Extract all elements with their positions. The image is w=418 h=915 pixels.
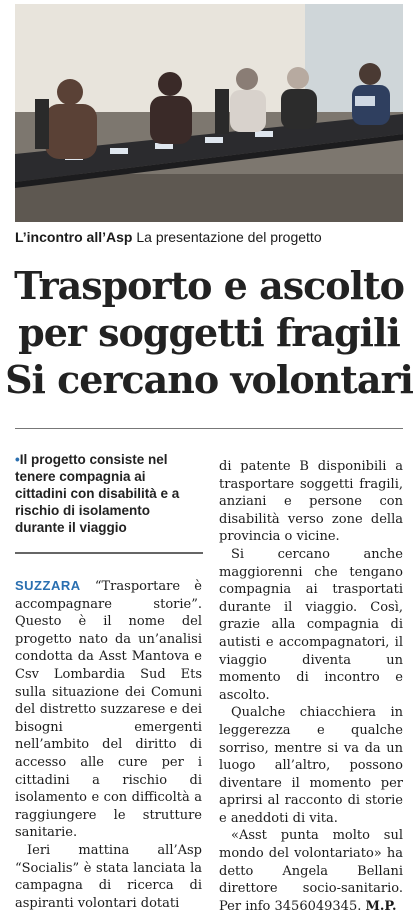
subhead-bullet: •: [15, 452, 20, 467]
article-paragraph-2: Ieri mattina all’Asp “Socialis” è stata lanciata la campagna di ricerca di aspiranti volontari dotati: [15, 842, 202, 911]
headline-line-2: per soggetti fragili: [18, 310, 400, 355]
article-paragraph-5: [219, 827, 403, 915]
subhead-divider: [15, 552, 203, 554]
article-headline: [0, 262, 418, 403]
subhead-text: Il progetto consiste nel tenere compagnia ai cittadini con disabilità e a rischio di isolamento durante il viaggio: [15, 452, 180, 535]
article-column-2: [219, 458, 403, 915]
headline-line-3: Si cercano volontari: [5, 357, 413, 402]
dateline-place: SUZZARA: [15, 578, 81, 593]
article-paragraph-3: Si cercano anche maggiorenni che tengano compagnia ai trasportati durante il viaggio. Così, grazie alla compagnia di autisti e accompagnatori, il viaggio diventa un momento di incontro e ascolto.: [219, 546, 403, 703]
article-photo: [15, 4, 403, 222]
headline-divider: [15, 428, 403, 429]
article-column-1: [15, 577, 202, 912]
article-paragraph-1: [15, 577, 202, 842]
article-paragraph-2-continued: di patente B disponibili a trasportare soggetti fragili, anziani e persone con disabilità verso zone della provincia o vicine.: [219, 459, 403, 545]
author-signature: M.P.: [365, 898, 397, 914]
article-paragraph-4: Qualche chiacchiera in leggerezza e qualche sorriso, mentre si va da un luogo all’altro, possono diventare il momento per aprirsi al racconto di storie e aneddoti di vita.: [219, 705, 403, 826]
caption-text: La presentazione del progetto: [136, 229, 322, 245]
headline-line-1: Trasporto e ascolto: [14, 263, 404, 308]
photo-caption: [15, 228, 403, 246]
meeting-photo-illustration: [15, 4, 403, 222]
paragraph-5-text: «Asst punta molto sul mondo del volontariato» ha detto Angela Bellani direttore socio-sanitario. Per info 3456049345.: [219, 828, 403, 914]
paragraph-1-text: “Trasportare è accompagnare storie”. Questo è il nome del progetto nato da un’analisi condotta da Asst Mantova e Csv Lombardia Sud Ets sulla situazione dei Comuni del distretto suzzarese e dei bisogni emergenti nell’ambito del diritto di accesso alle cure per i cittadini a rischio di isolamento e con difficoltà a raggiungere le strutture sanitarie.: [15, 579, 202, 841]
caption-lead: L’incontro all’Asp: [15, 229, 133, 245]
article-subhead: [15, 451, 199, 536]
